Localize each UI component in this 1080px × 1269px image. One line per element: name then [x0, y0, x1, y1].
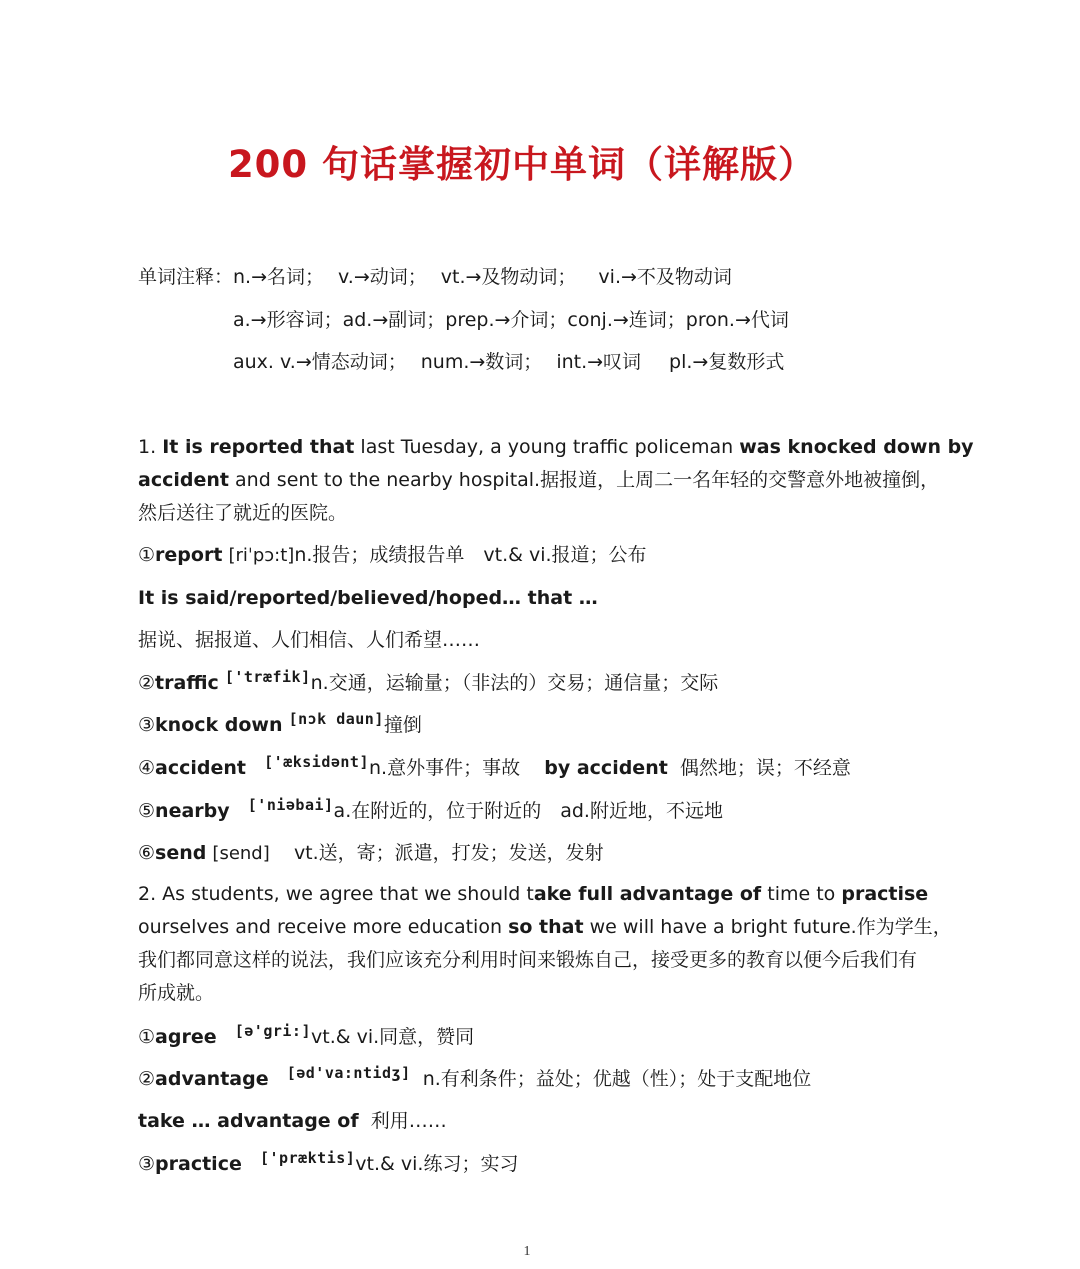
sentence-line: 2. As students, we agree that we should take full advantage of time to practise — [138, 883, 929, 905]
definition: n.报告；成绩报告单 vt.& vi.报道；公布 — [294, 544, 647, 566]
vocab-word: advantage — [155, 1068, 269, 1090]
legend-row-3 — [233, 349, 784, 375]
sentence-1 — [138, 431, 974, 530]
page-number: 1 — [523, 1244, 531, 1259]
sentence-line: 所成就。 — [138, 982, 215, 1004]
phonetic: ['niəbai] — [247, 796, 334, 814]
sentence-2 — [138, 878, 952, 1010]
legend-row-1 — [138, 264, 732, 290]
definition: 偶然地；误；不经意 — [679, 757, 851, 779]
sentence-line: 我们都同意这样的说法，我们应该充分利用时间来锻炼自己，接受更多的教育以便今后我们有 — [138, 949, 918, 971]
legend-item: int.→叹词 — [556, 351, 642, 373]
phonetic: [riˈpɔ:t] — [228, 545, 295, 566]
legend-row-2: a.→形容词；ad.→副词；prep.→介词；conj.→连词；pron.→代词 — [233, 309, 789, 331]
sentence-line: 1. It is reported that last Tuesday, a young traffic policeman was knocked down by — [138, 436, 974, 458]
key-phrase: practise — [841, 883, 929, 905]
phonetic: [ə'gri:] — [234, 1022, 311, 1040]
vocab-word: practice — [155, 1153, 242, 1175]
legend-item: vi.→不及物动词 — [598, 266, 732, 288]
legend-item: pl.→复数形式 — [669, 351, 785, 373]
vocab-agree: ①agree [ə'gri:]vt.& vi.同意，赞同 — [138, 1022, 475, 1048]
definition: n.有利条件；益处；优越（性）；处于支配地位 — [422, 1068, 812, 1090]
phrase-it-is-said-translation: 据说、据报道、人们相信、人们希望…… — [138, 629, 481, 651]
sentence-line: accident and sent to the nearby hospital.据报道，上周二一名年轻的交警意外地被撞倒， — [138, 469, 940, 491]
key-phrase: was knocked down by — [739, 436, 974, 458]
vocab-report: ①report [riˈpɔ:t]n.报告；成绩报告单 vt.& vi.报道；公布 — [138, 544, 647, 566]
phonetic: ['træfik] — [224, 668, 311, 686]
legend-item: vt.→及物动词； — [440, 266, 577, 288]
legend-item: num.→数词； — [420, 351, 543, 373]
phonetic: [nɔk daun] — [288, 710, 384, 728]
vocab-word: send — [155, 842, 207, 864]
phonetic: [send] — [212, 843, 270, 864]
vocab-advantage: ②advantage [əd'va:ntidʒ] n.有利条件；益处；优越（性）；处于支配地位 — [138, 1064, 812, 1090]
definition: n.交通，运输量；（非法的）交易；通信量；交际 — [310, 672, 719, 694]
vocab-word: nearby — [155, 800, 230, 822]
definition: a.在附近的，位于附近的 ad.附近地，不远地 — [333, 800, 723, 822]
vocab-word: report — [155, 544, 223, 566]
key-phrase: ake full advantage of — [533, 883, 762, 905]
vocab-word: traffic — [155, 672, 219, 694]
legend-item: v.→动词； — [338, 266, 427, 288]
sentence-line: ourselves and receive more education so that we will have a bright future.作为学生， — [138, 916, 952, 938]
phrase-it-is-said: It is said/reported/believed/hoped… that … — [138, 587, 598, 609]
key-phrase: accident — [138, 469, 229, 491]
definition: n.意外事件；事故 — [368, 757, 521, 779]
definition: vt.送，寄；派遣，打发；发送，发射 — [293, 842, 604, 864]
vocab-practice: ③practice ['præktis]vt.& vi.练习；实习 — [138, 1149, 519, 1175]
phonetic: ['præktis] — [259, 1149, 356, 1167]
vocab-send: ⑥send [send] vt.送，寄；派遣，打发；发送，发射 — [138, 842, 604, 864]
phonetic: [əd'va:ntidʒ] — [286, 1064, 411, 1082]
key-phrase: It is reported that — [162, 436, 355, 458]
legend-item: aux. v.→情态动词； — [233, 351, 407, 373]
vocab-phrase: by accident — [544, 757, 668, 779]
vocab-knock-down: ③knock down [nɔk daun]撞倒 — [138, 710, 422, 736]
vocab-accident: ④accident ['æksidənt]n.意外事件；事故 by accident 偶然地；误；不经意 — [138, 753, 851, 779]
phonetic: ['æksidənt] — [264, 753, 369, 771]
vocab-word: agree — [155, 1026, 217, 1048]
legend-prefix: 单词注释： — [138, 266, 234, 288]
legend-item: n.→名词； — [233, 266, 325, 288]
vocab-word: accident — [155, 757, 247, 779]
definition: vt.& vi.练习；实习 — [355, 1153, 519, 1175]
definition: 撞倒 — [383, 714, 422, 736]
phrase-take-advantage: take … advantage of 利用…… — [138, 1110, 447, 1132]
vocab-traffic: ②traffic ['træfik]n.交通，运输量；（非法的）交易；通信量；交际 — [138, 668, 719, 694]
sentence-line: 然后送往了就近的医院。 — [138, 502, 348, 524]
definition: vt.& vi.同意，赞同 — [311, 1026, 475, 1048]
vocab-nearby: ⑤nearby ['niəbai]a.在附近的，位于附近的 ad.附近地，不远地 — [138, 796, 723, 822]
vocab-word: knock down — [155, 714, 283, 736]
document-title: 200 句话掌握初中单词（详解版） — [227, 143, 817, 186]
key-phrase: so that — [508, 916, 584, 938]
